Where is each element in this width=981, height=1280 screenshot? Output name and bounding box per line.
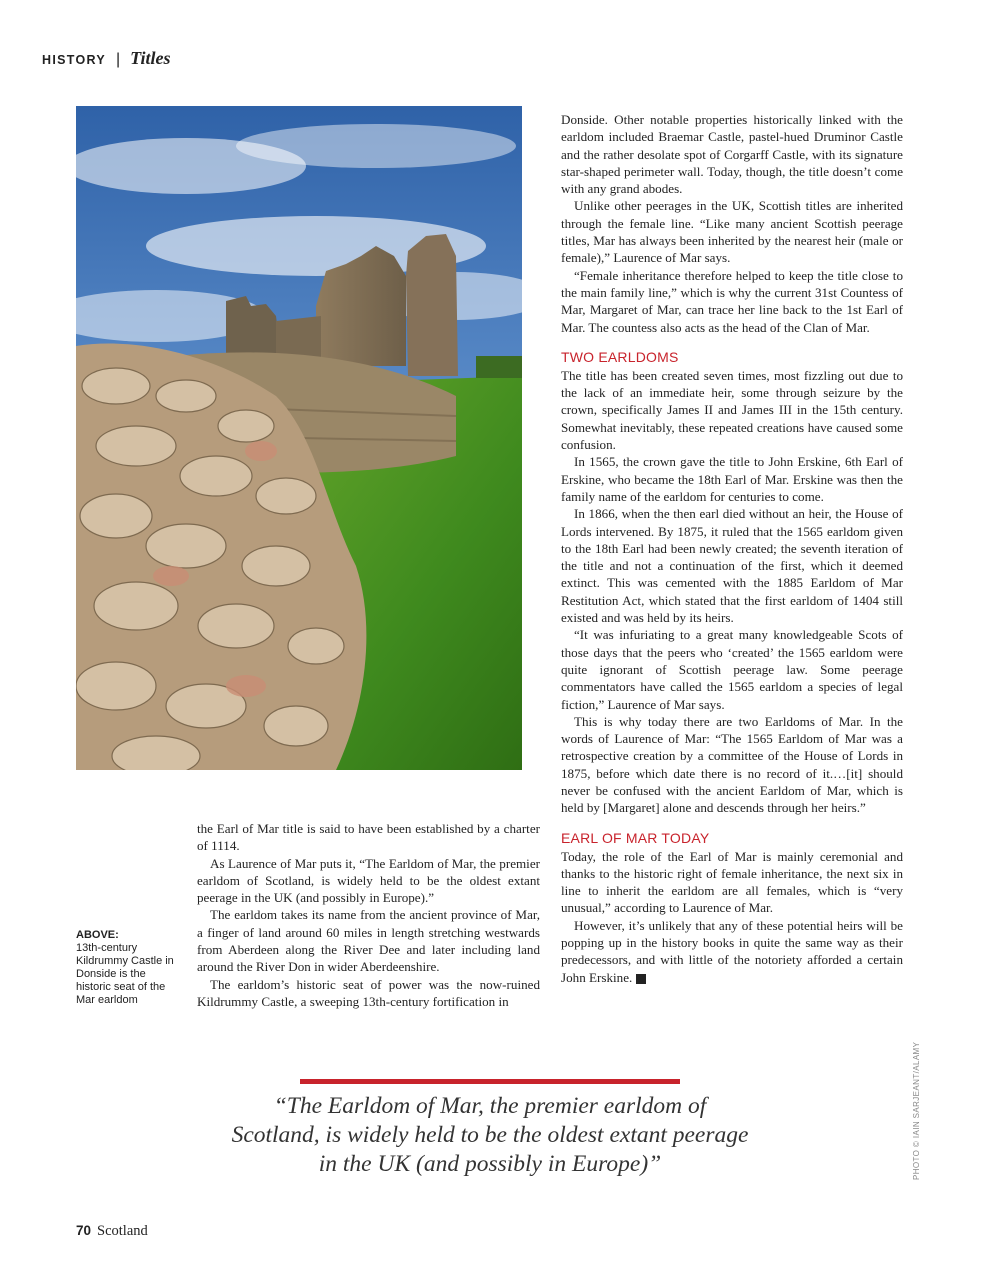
caption-heading: ABOVE: <box>76 929 119 941</box>
right-column <box>561 111 903 986</box>
photo-caption <box>76 929 176 1007</box>
section-label: HISTORY <box>42 53 106 67</box>
end-mark-icon: S <box>636 974 646 984</box>
body-paragraph <box>561 917 903 986</box>
body-paragraph: “Female inheritance therefore helped to keep the title close to the main family line,” which is why the current 31st Countess of Mar, Margaret of Mar, can trace her line back to the 1st Earl of Mar. The countess also acts as the head of the Clan of Mar. <box>561 267 903 335</box>
left-column <box>197 820 540 1010</box>
body-paragraph: As Laurence of Mar puts it, “The Earldom of Mar, the premier earldom of Scotland, is widely held to be the oldest extant peerage in the UK (and possibly in Europe).” <box>197 855 540 906</box>
subheading-earl-of-mar-today: EARL OF MAR TODAY <box>561 829 710 846</box>
subheading-two-earldoms: TWO EARLDOMS <box>561 348 679 365</box>
final-paragraph-text: However, it’s unlikely that any of these potential heirs will be popping up in the history books in quite the same way as their predecessors, and with little of the notoriety afforded a certain John Erskine. <box>561 917 903 985</box>
caption-text: 13th-century Kildrummy Castle in Donside is the historic seat of the Mar earldom <box>76 942 174 1006</box>
pull-quote-rule <box>300 1079 680 1084</box>
body-paragraph: Today, the role of the Earl of Mar is mainly ceremonial and thanks to the historic right of female inheritance, the next six in line to inherit the earldom are all females, which is “very unusual,” according to Laurence of Mar. <box>561 848 903 916</box>
pull-quote: “The Earldom of Mar, the premier earldom of Scotland, is widely held to be the oldest extant peerage in the UK (and possibly in Europe)” <box>231 1093 749 1177</box>
body-paragraph: This is why today there are two Earldoms of Mar. In the words of Laurence of Mar: “The 1565 Earldom of Mar was a retrospective creation by a committee of the House of Lords in 1875, before which date there is no record of it.…[it] should never be confused with the ancient Earldom of Mar, which is held by [Margaret] alone and descends through her heirs.” <box>561 713 903 816</box>
subsection-label: Titles <box>130 48 171 68</box>
body-paragraph: Unlike other peerages in the UK, Scottish titles are inherited through the female line. “Like many ancient Scottish peerage titles, Mar has always been inherited by the nearest heir (male or female),” Laurence of Mar says. <box>561 198 903 266</box>
body-paragraph: The earldom takes its name from the ancient province of Mar, a finger of land around 60 miles in length stretching westwards from Aberdeen along the River Dee and later including land around the River Don in wider Aberdeenshire. <box>197 907 540 975</box>
photo-credit: PHOTO © IAIN SARJEANT/ALAMY <box>912 1041 921 1180</box>
body-paragraph: the Earl of Mar title is said to have been established by a charter of 1114. <box>197 821 540 854</box>
castle-photo <box>76 106 522 770</box>
body-paragraph: In 1866, when the then earl died without an heir, the House of Lords intervened. By 1875, it ruled that the 1565 earldom given to the 18th Earl had been newly created; the seventh iteration of the title and not a continuation of the first, which it deemed extinct. This was cemented with the 1885 Earldom of Mar Restitution Act, which stated that the first earldom of 1404 still existed and was held by its heirs. <box>561 506 903 626</box>
body-paragraph: The earldom’s historic seat of power was the now-ruined Kildrummy Castle, a sweeping 13th-century fortification in <box>197 976 540 1009</box>
body-paragraph: The title has been created seven times, most fizzling out due to the lack of an immediate heir, some through seizure by the crown, specifically James II and James III in the 15th century. Somewhat inevitably, these repeated creations have caused some confusion. <box>561 367 903 453</box>
body-paragraph: Donside. Other notable properties historically linked with the earldom included Braemar Castle, pastel-hued Druminor Castle and the rather desolate spot of Corgarff Castle, with its signature star-shaped perimeter wall. Today, though, the title doesn’t come with any grand abodes. <box>561 112 903 197</box>
header-separator: | <box>115 51 121 68</box>
body-paragraph: “It was infuriating to a great many knowledgeable Scots of those days that the peers who ‘created’ the 1565 earldom were quite ignorant of Scottish peerage law. Some peerage commentators have called the 1565 earldom a species of legal fiction,” Laurence of Mar says. <box>561 627 903 712</box>
body-paragraph: In 1565, the crown gave the title to John Erskine, 6th Earl of Erskine, who became the 18th Earl of Mar. Erskine was then the family name of the earldom for centuries to come. <box>561 454 903 504</box>
magazine-name: Scotland <box>97 1223 148 1239</box>
page-number: 70 <box>76 1223 92 1238</box>
page-footer <box>76 1223 148 1240</box>
running-header <box>42 48 170 69</box>
